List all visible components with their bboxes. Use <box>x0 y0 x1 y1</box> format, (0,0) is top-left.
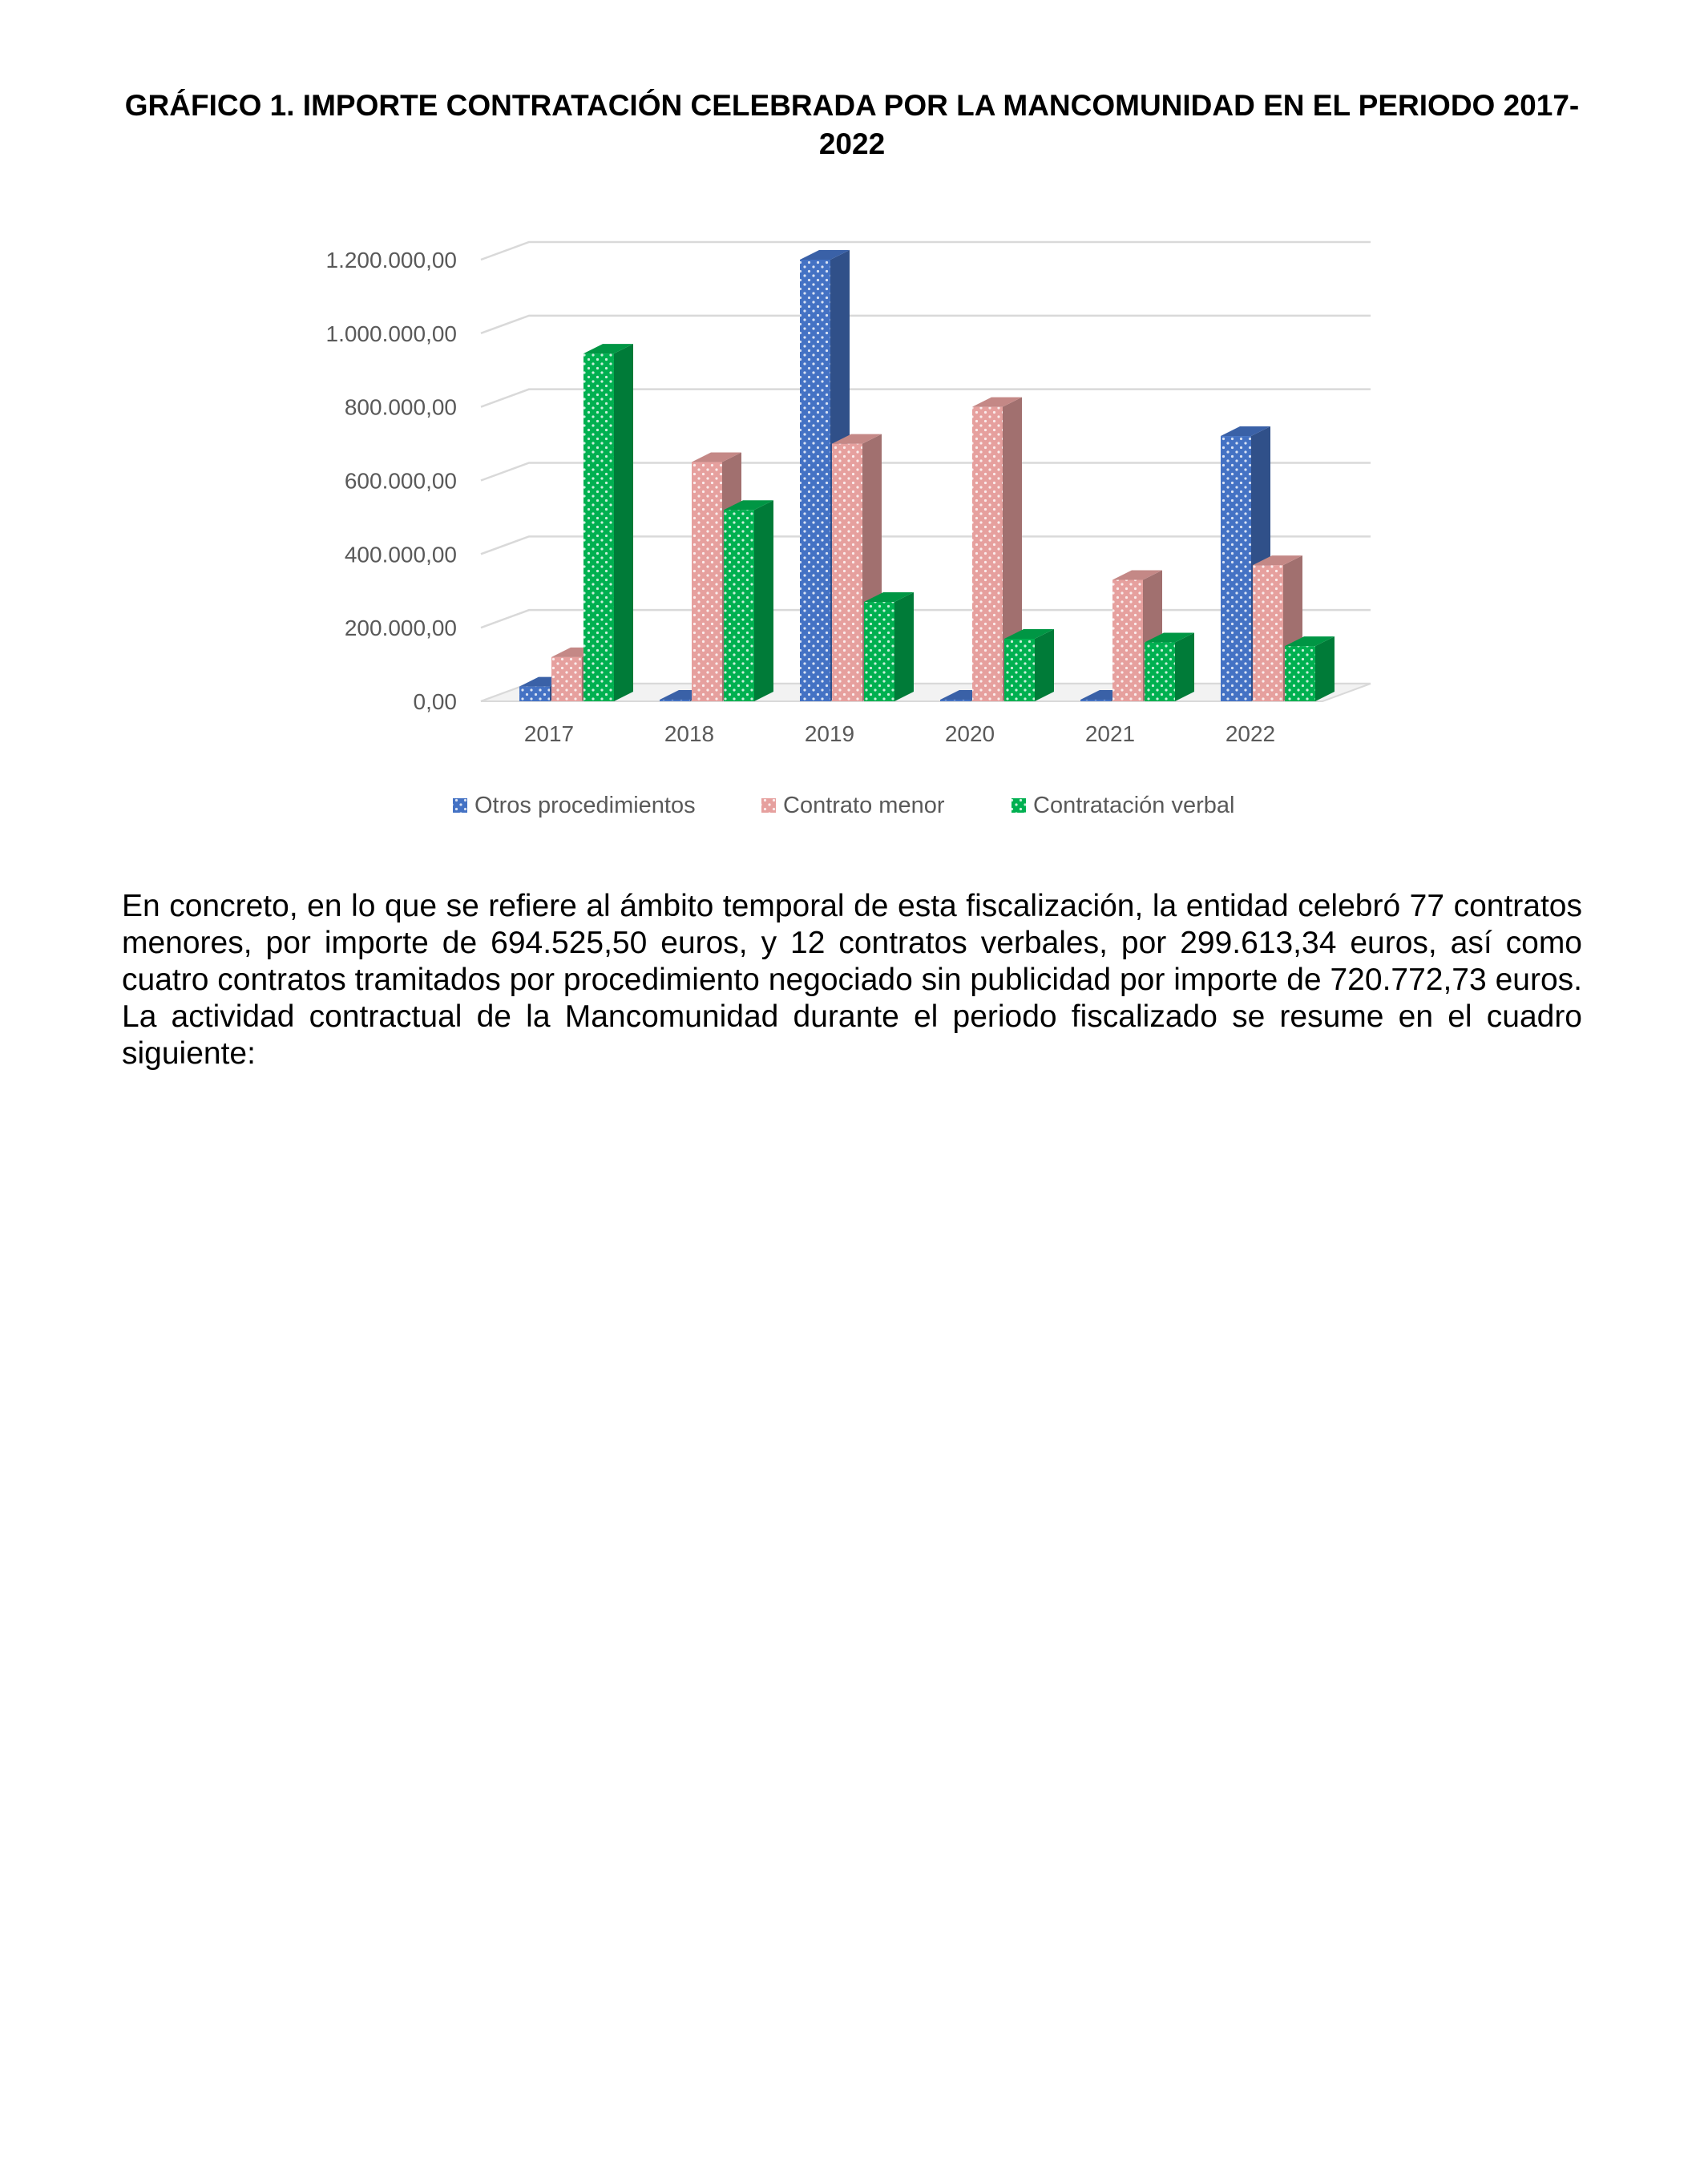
y-tick-label: 800.000,00 <box>344 394 457 420</box>
bar <box>1145 633 1194 701</box>
bar-pattern <box>1145 643 1175 701</box>
data-bars <box>519 250 1335 701</box>
bar-pattern <box>1253 565 1283 701</box>
x-tick-label: 2019 <box>804 721 855 746</box>
y-tick-label: 600.000,00 <box>344 468 457 494</box>
bar-pattern <box>583 353 614 701</box>
legend-swatch-pattern <box>453 798 467 813</box>
legend-swatch-pattern <box>761 798 776 813</box>
legend <box>453 793 1234 818</box>
chart-title: GRÁFICO 1. IMPORTE CONTRATACIÓN CELEBRADA POR LA MANCOMUNIDAD EN EL PERIODO 2017-2022 <box>124 89 1580 160</box>
x-tick-label: 2018 <box>664 721 715 746</box>
bar-pattern <box>551 657 582 701</box>
y-tick-label: 200.000,00 <box>344 616 457 641</box>
bar-pattern <box>1285 646 1315 701</box>
legend-item <box>761 793 945 818</box>
bar-pattern <box>724 510 754 701</box>
bar-pattern <box>1221 436 1251 701</box>
x-tick-label: 2022 <box>1225 721 1276 746</box>
bar-side <box>1315 636 1335 701</box>
bar-pattern <box>660 700 690 701</box>
bar <box>583 344 633 701</box>
y-tick-label: 0,00 <box>413 689 457 714</box>
bar <box>1004 629 1054 701</box>
bar-pattern <box>832 444 862 701</box>
bar-pattern <box>519 687 550 701</box>
y-tick-label: 400.000,00 <box>344 542 457 567</box>
x-axis-tick-labels <box>524 721 1275 746</box>
bar-pattern <box>692 462 722 701</box>
gridline <box>481 242 1371 260</box>
bar-pattern <box>940 700 971 701</box>
bar-side <box>614 344 633 701</box>
bar <box>1285 636 1335 701</box>
bar-side <box>754 500 773 701</box>
bar-pattern <box>864 602 894 701</box>
y-axis-tick-labels <box>326 248 458 714</box>
bar-side <box>1035 629 1054 701</box>
bar-chart <box>0 0 1704 850</box>
legend-item <box>453 793 696 818</box>
legend-label: Contratación verbal <box>1033 793 1235 818</box>
x-tick-label: 2021 <box>1084 721 1136 746</box>
bar <box>864 592 914 701</box>
bar-pattern <box>1080 700 1111 701</box>
bar-side <box>1175 633 1194 701</box>
bar-pattern <box>800 260 830 701</box>
bar <box>724 500 773 701</box>
legend-label: Contrato menor <box>783 793 945 818</box>
legend-swatch-pattern <box>1011 798 1026 813</box>
legend-item <box>1011 793 1234 818</box>
bar-side <box>894 592 914 701</box>
x-tick-label: 2020 <box>944 721 995 746</box>
gridline <box>481 316 1371 333</box>
bar-pattern <box>1112 579 1143 701</box>
bar-pattern <box>972 407 1003 701</box>
x-tick-label: 2017 <box>523 721 575 746</box>
legend-label: Otros procedimientos <box>474 793 696 818</box>
bar-pattern <box>1004 639 1035 701</box>
body-paragraph: En concreto, en lo que se refiere al ámbito temporal de esta fiscalización, la entidad celebró 77 contratos menores, por importe de 694.525,50 euros, y 12 contratos verbales, por 299.613,34 euros, así como cuatro contratos tramitados por procedimiento negociado sin publicidad por importe de 720.772,73 euros. La actividad contractual de la Mancomunidad durante el periodo fiscalizado se resume en el cuadro siguiente: <box>122 889 1582 1071</box>
y-tick-label: 1.000.000,00 <box>325 321 457 346</box>
y-tick-label: 1.200.000,00 <box>325 248 457 272</box>
